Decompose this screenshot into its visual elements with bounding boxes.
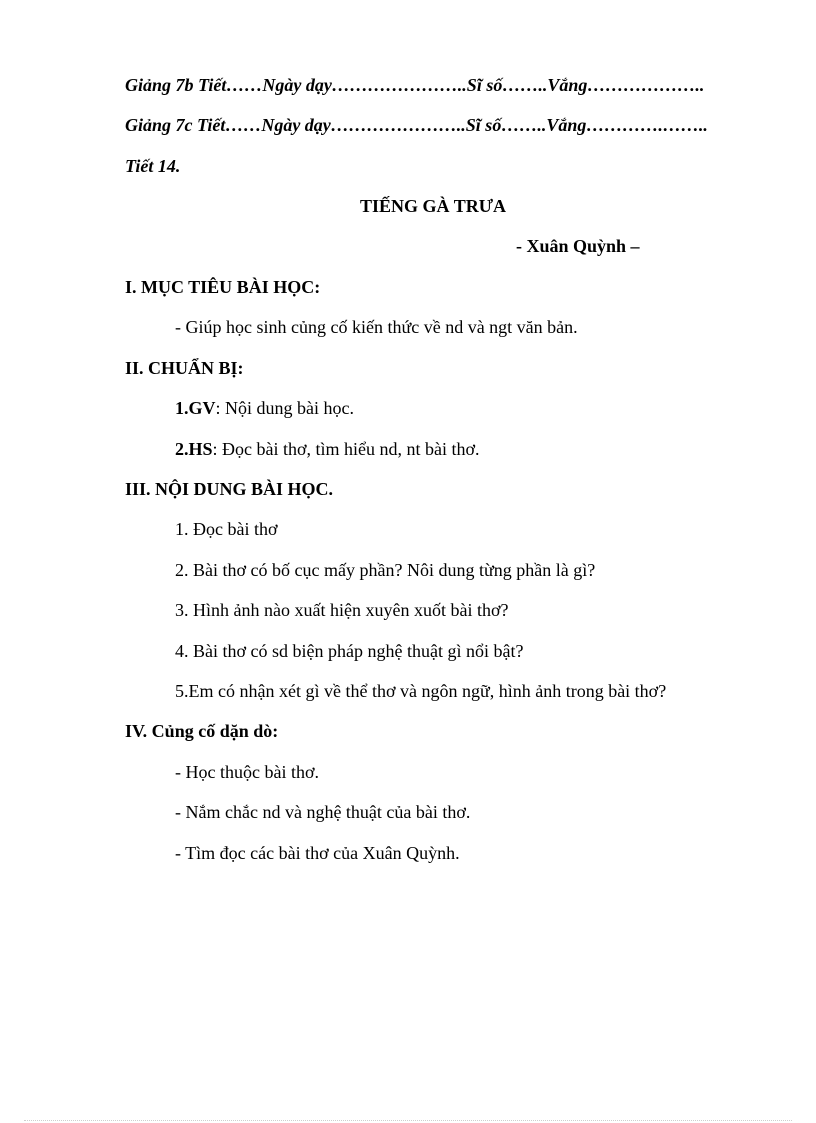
section-heading-objectives: I. MỤC TIÊU BÀI HỌC: xyxy=(125,277,321,297)
page-bottom-divider xyxy=(24,1120,792,1121)
preparation-gv-text: : Nội dung bài học. xyxy=(215,398,354,418)
content-item-4: 4. Bài thơ có sd biện pháp nghệ thuật gì nổi bật? xyxy=(175,641,524,661)
review-item-3: - Tìm đọc các bài thơ của Xuân Quỳnh. xyxy=(175,843,460,863)
preparation-hs-label: 2.HS xyxy=(175,439,213,459)
preparation-gv xyxy=(175,397,354,419)
content-item-3: 3. Hình ảnh nào xuất hiện xuyên xuốt bài thơ? xyxy=(175,600,509,620)
section-heading-review: IV. Củng cố dặn dò: xyxy=(125,721,279,741)
header-line-7c: Giảng 7c Tiết……Ngày dạy…………………..Sĩ số……..Vắng………….…….. xyxy=(125,115,708,135)
preparation-gv-label: 1.GV xyxy=(175,398,216,418)
preparation-hs xyxy=(175,438,480,460)
author-line: - Xuân Quỳnh – xyxy=(516,236,640,256)
content-item-1: 1. Đọc bài thơ xyxy=(175,519,278,539)
content-item-2: 2. Bài thơ có bố cục mấy phần? Nôi dung từng phần là gì? xyxy=(175,560,596,580)
section-heading-preparation: II. CHUẨN BỊ: xyxy=(125,358,244,378)
page-title: TIẾNG GÀ TRƯA xyxy=(360,196,507,216)
review-item-1: - Học thuộc bài thơ. xyxy=(175,762,319,782)
lesson-number: Tiết 14. xyxy=(125,156,181,176)
preparation-hs-text: : Đọc bài thơ, tìm hiểu nd, nt bài thơ. xyxy=(212,439,480,459)
header-line-7b: Giảng 7b Tiết……Ngày dạy…………………..Sĩ số……..Vắng……………….. xyxy=(125,75,705,95)
section-heading-content: III. NỘI DUNG BÀI HỌC. xyxy=(125,479,334,499)
objective-item: - Giúp học sinh củng cố kiến thức về nd và ngt văn bản. xyxy=(175,317,578,337)
review-item-2: - Nắm chắc nd và nghệ thuật của bài thơ. xyxy=(175,802,471,822)
content-item-5: 5.Em có nhận xét gì về thể thơ và ngôn ngữ, hình ảnh trong bài thơ? xyxy=(175,681,667,701)
